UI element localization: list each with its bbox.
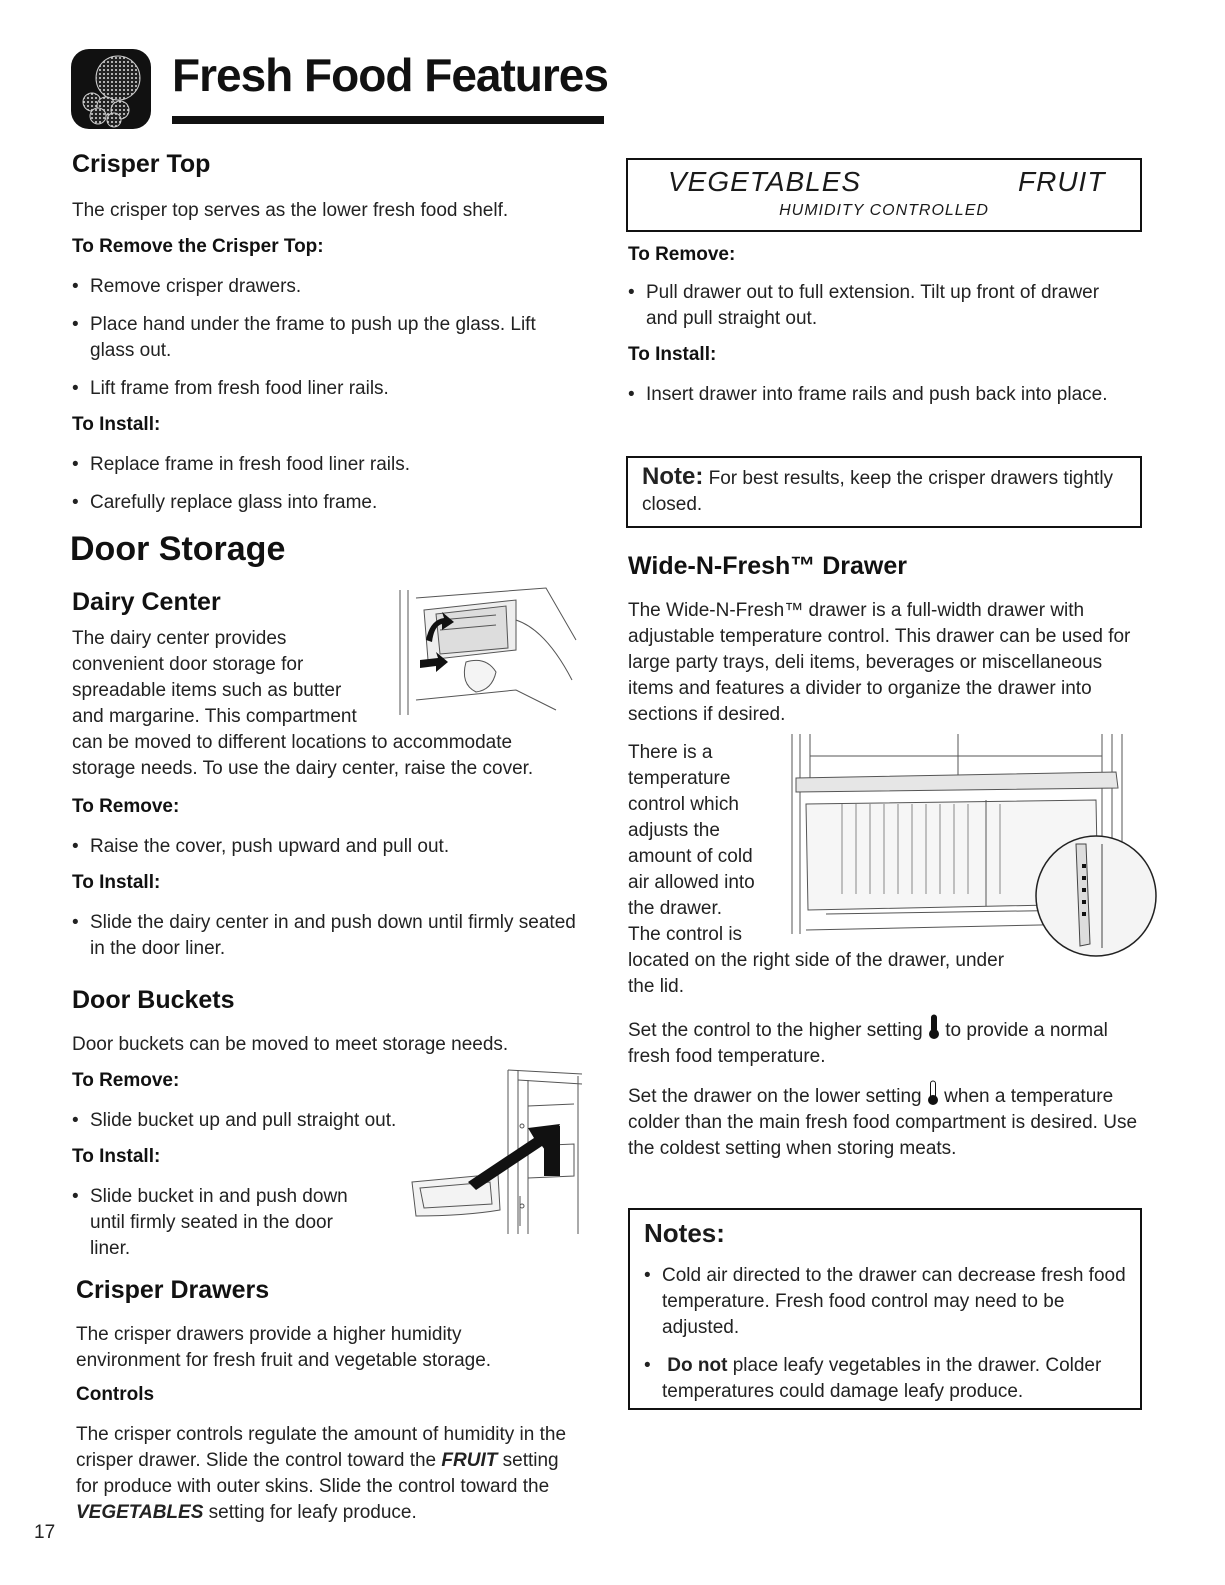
page-title: Fresh Food Features (172, 49, 608, 101)
paragraph-line: located on the right side of the drawer, under (628, 950, 1005, 971)
lower-setting-paragraph (628, 1080, 1138, 1162)
lower-setting-text-1: Set the drawer on the lower setting (628, 1086, 922, 1107)
dairy-remove-item: • Raise the cover, push upward and pull out. (72, 834, 590, 860)
crisper-top-remove-heading: To Remove the Crisper Top: (72, 236, 324, 257)
fruit-setting: FRUIT (441, 1450, 498, 1471)
paragraph-line: the lid. (628, 976, 684, 997)
paragraph-line: can be moved to different locations to accommodate (72, 732, 513, 753)
list-item-line: • Slide bucket in and push down (72, 1184, 392, 1210)
door-bucket-illustration (404, 1066, 584, 1238)
dairy-center-heading: Dairy Center (72, 588, 221, 616)
humidity-control-box (626, 158, 1142, 232)
wide-n-fresh-heading: Wide-N-Fresh™ Drawer (628, 552, 907, 580)
controls-text-2: setting for produce with outer skins. Slide the control toward the (76, 1450, 559, 1497)
buckets-remove-item: • Slide bucket up and pull straight out. (72, 1108, 490, 1134)
paragraph-line: storage needs. To use the dairy center, raise the cover. (72, 758, 534, 779)
fruit-label: FRUIT (1018, 166, 1106, 197)
list-item-line: liner. (90, 1238, 131, 1259)
controls-paragraph (76, 1422, 584, 1526)
paragraph-line: temperature (628, 768, 731, 789)
paragraph-line: There is a (628, 742, 713, 763)
dairy-install-heading: To Install: (72, 872, 161, 893)
paragraph-line: the drawer. (628, 898, 722, 919)
higher-setting-paragraph (628, 1014, 1118, 1070)
buckets-install-item (72, 1184, 392, 1262)
lower-setting-text-2: when a temperature colder than the main fresh food compartment is desired. Use the coldest setting when storing meats. (628, 1086, 1138, 1159)
paragraph-line: and margarine. This compartment (72, 706, 357, 727)
paragraph-line: adjusts the (628, 820, 720, 841)
drawer-remove-heading: To Remove: (628, 244, 736, 265)
page-number: 17 (34, 1522, 56, 1543)
crisper-top-install-list (72, 452, 582, 516)
wide-n-fresh-illustration (786, 734, 1158, 974)
paragraph-line: air allowed into (628, 872, 755, 893)
note-text (642, 464, 1126, 518)
list-item: • Place hand under the frame to push up the glass. Lift glass out. (72, 312, 582, 364)
paragraph-line: The control is (628, 924, 743, 945)
fresh-food-logo-icon (70, 48, 152, 130)
drawer-remove-item: • Pull drawer out to full extension. Tilt up front of drawer and pull straight out. (628, 280, 1126, 332)
drawer-install-item: • Insert drawer into frame rails and push back into place. (628, 382, 1126, 408)
notes-box (628, 1208, 1142, 1410)
door-storage-heading: Door Storage (70, 530, 286, 568)
thermometer-empty-icon (927, 1080, 939, 1106)
crisper-top-remove-list (72, 274, 582, 402)
paragraph-line: amount of cold (628, 846, 753, 867)
paragraph-line: convenient door storage for (72, 654, 304, 675)
crisper-drawers-heading: Crisper Drawers (76, 1276, 270, 1304)
crisper-top-intro: The crisper top serves as the lower fresh food shelf. (72, 200, 509, 221)
buckets-install-heading: To Install: (72, 1146, 161, 1167)
notes-item: • Cold air directed to the drawer can decrease fresh food temperature. Fresh food control may need to be adjusted. (644, 1263, 1126, 1341)
notes-label: Notes: (644, 1218, 725, 1248)
thermometer-full-icon (928, 1014, 940, 1040)
higher-setting-text-1: Set the control to the higher setting (628, 1020, 923, 1041)
list-item: • Carefully replace glass into frame. (72, 490, 582, 516)
note-box (626, 456, 1142, 528)
vegetables-setting: VEGETABLES (76, 1502, 204, 1523)
door-buckets-intro: Door buckets can be moved to meet storage needs. (72, 1034, 509, 1055)
note-body: For best results, keep the crisper drawers tightly closed. (642, 468, 1114, 515)
paragraph-line: control which (628, 794, 739, 815)
list-item: • Lift frame from fresh food liner rails. (72, 376, 582, 402)
title-underline (172, 116, 604, 124)
paragraph-line: spreadable items such as butter (72, 680, 342, 701)
dairy-remove-heading: To Remove: (72, 796, 180, 817)
crisper-top-install-heading: To Install: (72, 414, 161, 435)
do-not-emphasis: Do not (667, 1355, 728, 1376)
list-item: • Remove crisper drawers. (72, 274, 582, 300)
note-label: Note: (642, 463, 704, 490)
drawer-install-heading: To Install: (628, 344, 717, 365)
controls-text-1: The crisper controls regulate the amount of humidity in the crisper drawer. Slide the control toward the (76, 1424, 567, 1471)
controls-text-3: setting for leafy produce. (208, 1502, 417, 1523)
paragraph-line: The dairy center provides (72, 628, 287, 649)
dairy-install-item: • Slide the dairy center in and push down until firmly seated in the door liner. (72, 910, 590, 962)
vegetables-label: VEGETABLES (668, 166, 862, 197)
list-item: • Replace frame in fresh food liner rails. (72, 452, 582, 478)
door-buckets-heading: Door Buckets (72, 986, 235, 1014)
crisper-top-heading: Crisper Top (72, 150, 211, 178)
humidity-subtitle: HUMIDITY CONTROLLED (779, 202, 989, 219)
buckets-remove-heading: To Remove: (72, 1070, 180, 1091)
wide-n-fresh-intro: The Wide-N-Fresh™ drawer is a full-width drawer with adjustable temperature control. This drawer can be used for large party trays, deli items, beverages or miscellaneous items and features a divider to organize the drawer into sections if desired. (628, 600, 1131, 725)
higher-setting-text-2: to provide a normal fresh food temperature. (628, 1020, 1108, 1067)
dairy-center-text (72, 626, 572, 782)
crisper-drawers-intro: The crisper drawers provide a higher humidity environment for fresh fruit and vegetable storage. (76, 1324, 492, 1371)
notes-item-rest: place leafy vegetables in the drawer. Colder temperatures could damage leafy produce. (662, 1355, 1102, 1402)
notes-item (644, 1353, 1126, 1405)
list-item-line: until firmly seated in the door (90, 1212, 333, 1233)
controls-heading: Controls (76, 1384, 155, 1405)
